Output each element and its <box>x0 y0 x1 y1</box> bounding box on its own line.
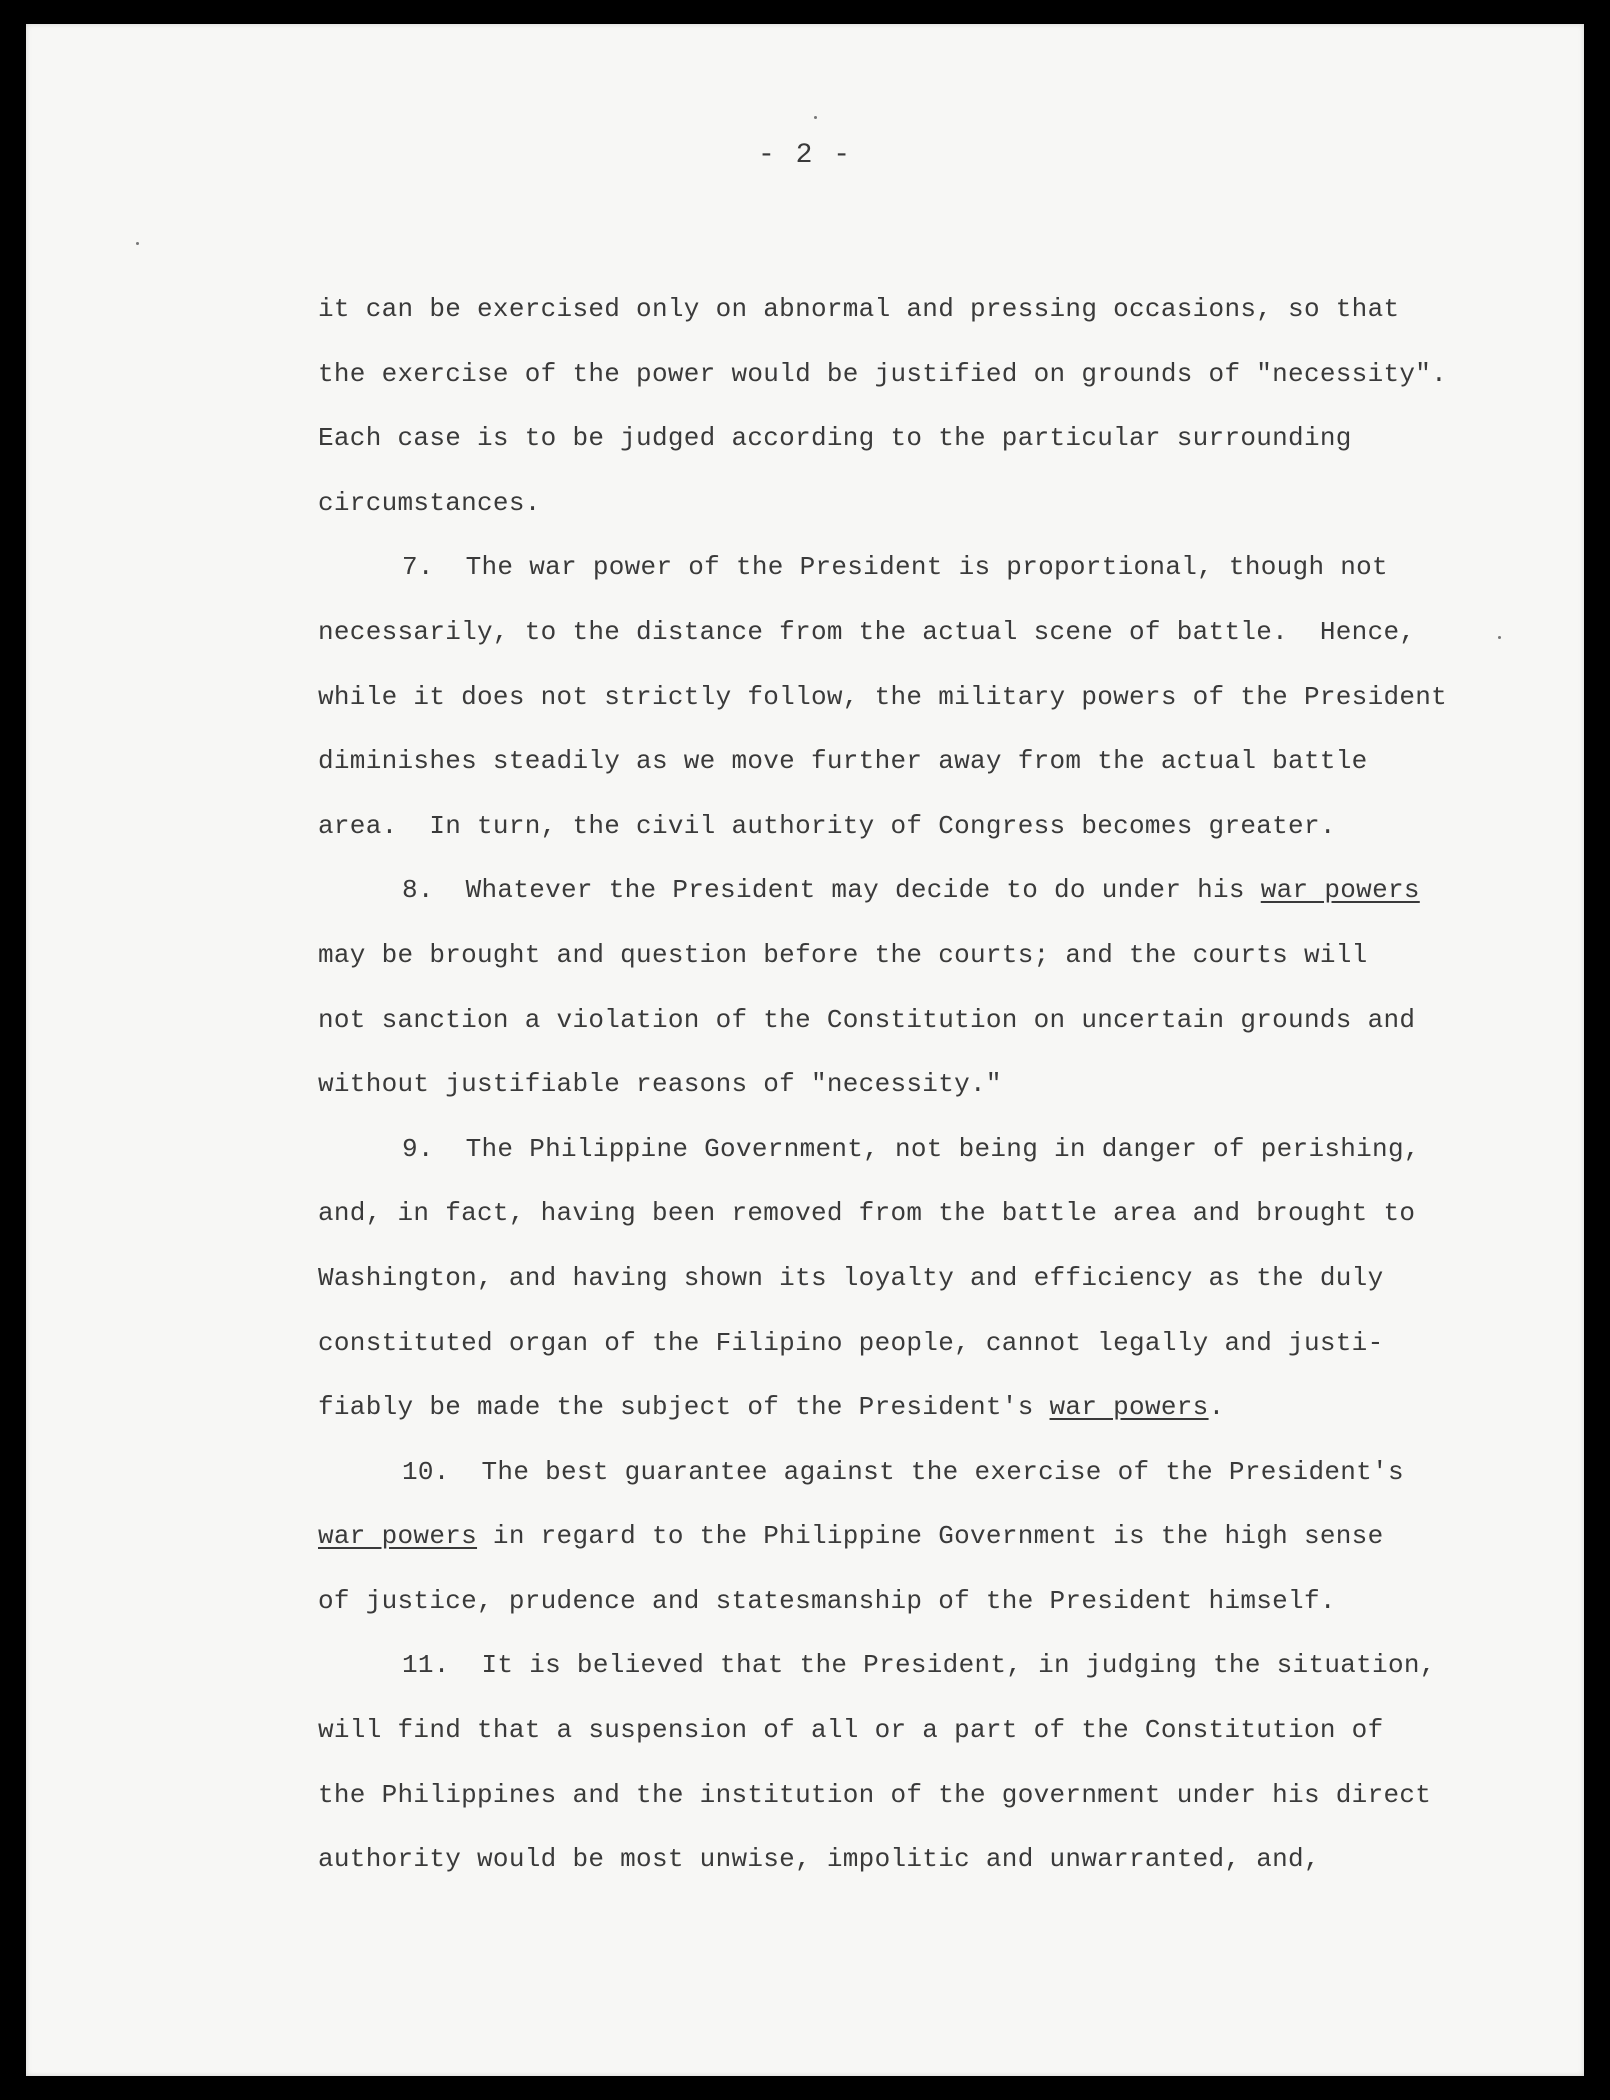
document-page <box>26 24 1584 2076</box>
text-line: Each case is to be judged according to the particular surrounding <box>318 423 1352 454</box>
page-number: - 2 - <box>757 140 852 171</box>
text-line: circumstances. <box>318 487 541 518</box>
text-line: of justice, prudence and statesmanship of the President himself. <box>318 1585 1336 1616</box>
text-line: will find that a suspension of all or a part of the Constitution of <box>318 1715 1384 1746</box>
paragraph-10-start: 10. The best guarantee against the exercise of the President's <box>402 1456 1404 1487</box>
text-line: without justifiable reasons of "necessity." <box>318 1069 1002 1100</box>
text-line <box>318 1504 1498 1569</box>
text-segment: fiably be made the subject of the President's <box>318 1392 1050 1423</box>
paragraph-11-start: 11. It is believed that the President, in judging the situation, <box>402 1650 1436 1681</box>
paragraph-7-start: 7. The war power of the President is proportional, though not <box>402 552 1388 583</box>
text-line: authority would be most unwise, impolitic and unwarranted, and, <box>318 1844 1320 1875</box>
underlined-war-powers: war powers <box>1049 1392 1209 1423</box>
underlined-war-powers: war powers <box>1260 875 1420 906</box>
paper-speck <box>136 242 139 245</box>
text-segment: . <box>1208 1392 1225 1423</box>
text-line: not sanction a violation of the Constitution on uncertain grounds and <box>318 1004 1416 1035</box>
text-line: the exercise of the power would be justified on grounds of "necessity". <box>318 358 1448 389</box>
text-line: it can be exercised only on abnormal and pressing occasions, so that <box>318 294 1400 324</box>
text-line: the Philippines and the institution of the government under his direct <box>318 1779 1432 1810</box>
text-line <box>318 1375 1498 1440</box>
text-line: and, in fact, having been removed from the battle area and brought to <box>318 1198 1416 1229</box>
paragraph-9-start: 9. The Philippine Government, not being in danger of perishing, <box>402 1133 1420 1164</box>
text-line: may be brought and question before the courts; and the courts will <box>318 939 1368 970</box>
paper-speck <box>1498 636 1501 639</box>
text-segment: in regard to the Philippine Government is the high sense <box>477 1521 1384 1552</box>
text-line: constituted organ of the Filipino people, cannot legally and justi- <box>318 1327 1384 1358</box>
body-text <box>318 277 1498 1892</box>
text-line: necessarily, to the distance from the actual scene of battle. Hence, <box>318 616 1416 647</box>
text-line: area. In turn, the civil authority of Congress becomes greater. <box>318 810 1336 841</box>
underlined-war-powers: war powers <box>318 1521 478 1552</box>
text-line: diminishes steadily as we move further away from the actual battle <box>318 746 1368 777</box>
paper-speck <box>814 116 817 119</box>
paragraph-8-start <box>318 858 1498 923</box>
text-segment: 8. Whatever the President may decide to do under his <box>402 875 1261 906</box>
text-line: while it does not strictly follow, the military powers of the President <box>318 681 1448 712</box>
text-line: Washington, and having shown its loyalty and efficiency as the duly <box>318 1262 1384 1293</box>
